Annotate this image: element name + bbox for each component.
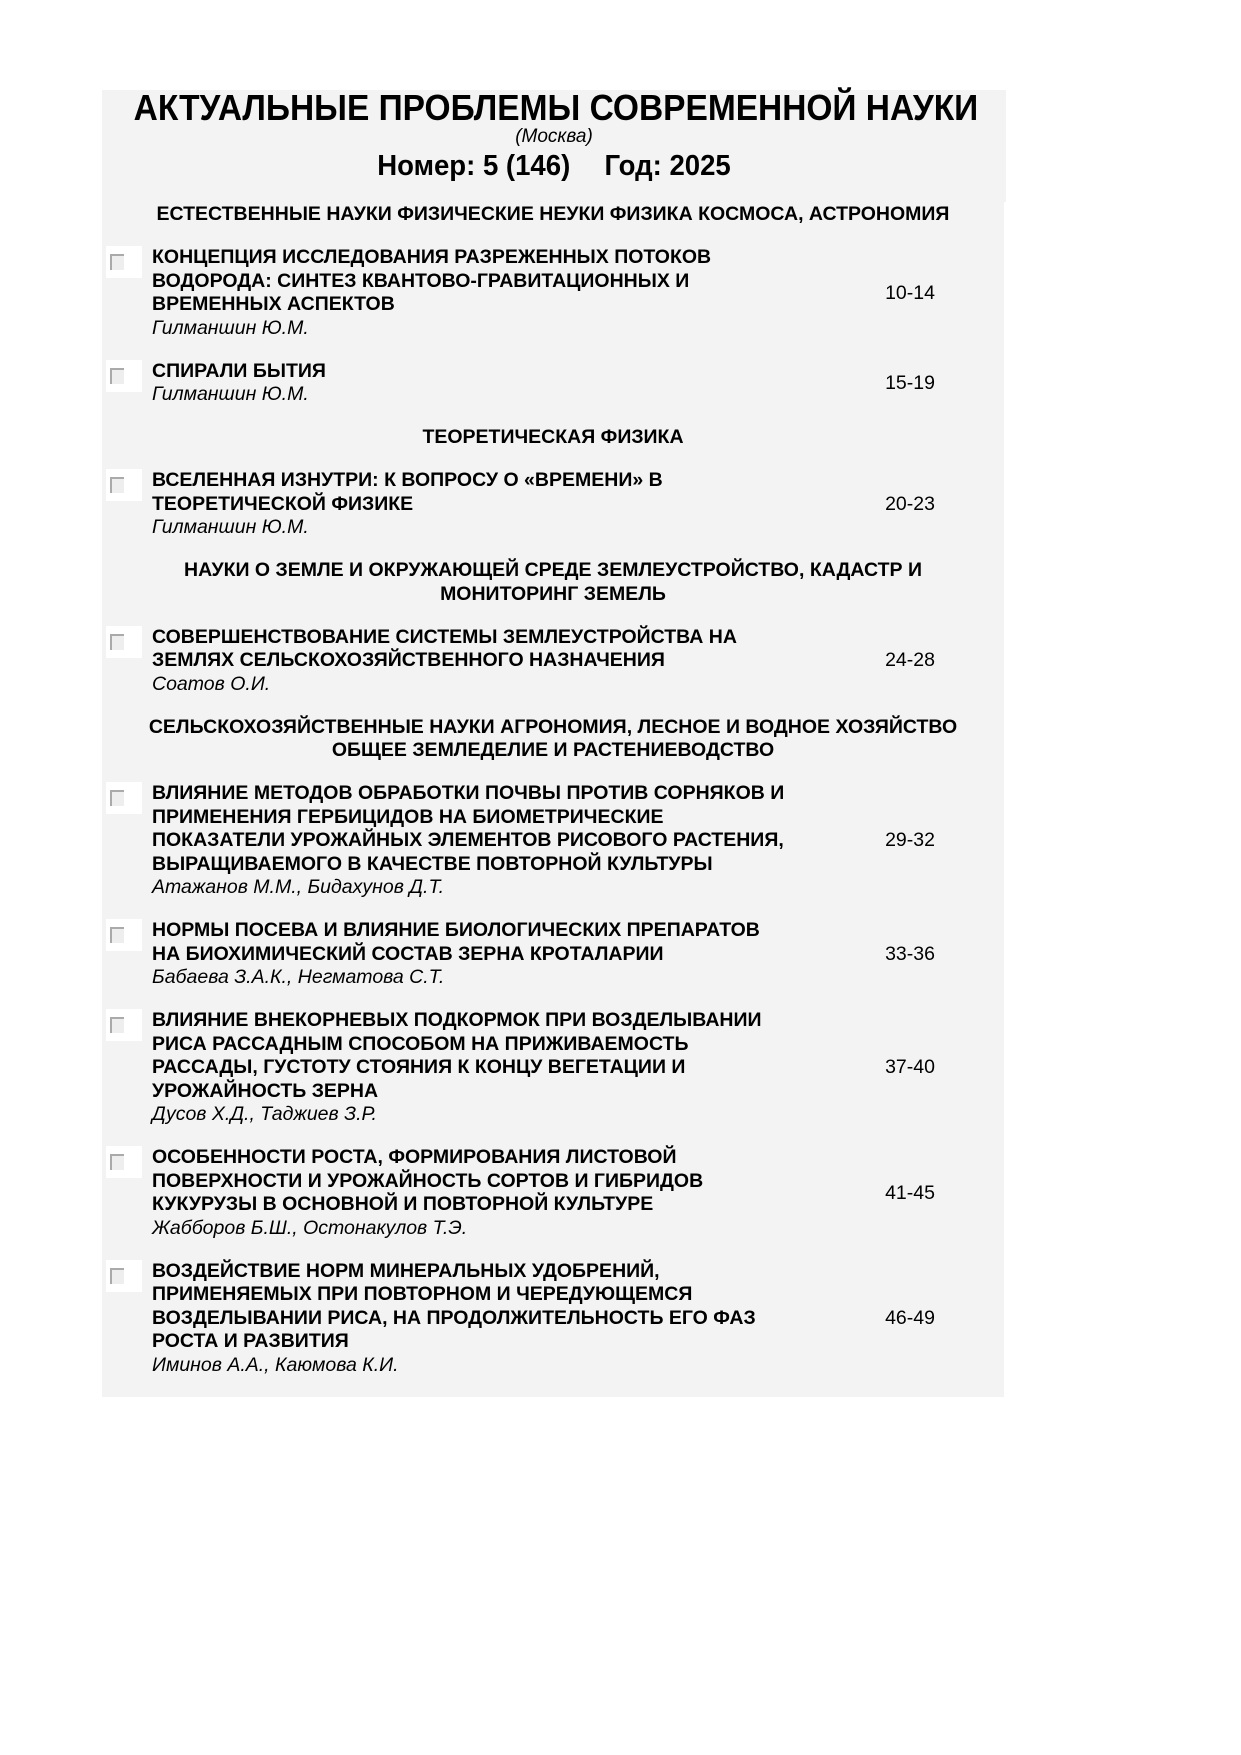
article-title-link[interactable]: ЗЕМЛЯХ СЕЛЬСКОХОЗЯЙСТВЕННОГО НАЗНАЧЕНИЯ — [152, 649, 665, 671]
article-pages: 37-40 — [885, 1056, 935, 1079]
article-authors: Жабборов Б.Ш., Остонакулов Т.Э. — [152, 1216, 468, 1239]
article-checkbox[interactable] — [106, 469, 142, 501]
article-title-link[interactable]: КОНЦЕПЦИЯ ИССЛЕДОВАНИЯ РАЗРЕЖЕННЫХ ПОТОКОВ — [152, 246, 712, 268]
article-body — [152, 626, 852, 697]
checkbox-icon — [110, 634, 124, 650]
article-pages: 24-28 — [885, 649, 935, 672]
checkbox-icon — [110, 254, 124, 270]
checkbox-icon — [110, 368, 124, 384]
article-entry — [102, 1146, 1004, 1240]
article-authors: Гилманшин Ю.М. — [152, 516, 309, 538]
issue-year: Год: 2025 — [604, 150, 731, 182]
article-body — [152, 1260, 852, 1378]
article-title-link[interactable]: ПРИМЕНЕНИЯ ГЕРБИЦИДОВ НА БИОМЕТРИЧЕСКИЕ — [152, 805, 664, 828]
article-checkbox[interactable] — [106, 1260, 142, 1292]
article-title-link[interactable]: ВРЕМЕННЫХ АСПЕКТОВ — [152, 293, 395, 315]
checkbox-icon — [110, 477, 124, 493]
article-title-link[interactable]: СОВЕРШЕНСТВОВАНИЕ СИСТЕМЫ ЗЕМЛЕУСТРОЙСТВА НА — [152, 625, 737, 648]
section-heading-line: НАУКИ О ЗЕМЛЕ И ОКРУЖАЮЩЕЙ СРЕДЕ ЗЕМЛЕУСТРОЙСТВО, КАДАСТР И — [184, 559, 922, 581]
article-authors: Дусов Х.Д., Таджиев З.Р. — [152, 1103, 377, 1125]
article-title-link[interactable]: НОРМЫ ПОСЕВА И ВЛИЯНИЕ БИОЛОГИЧЕСКИХ ПРЕПАРАТОВ — [152, 919, 760, 941]
article-body — [152, 1146, 852, 1240]
article-entry — [102, 919, 1004, 990]
article-authors: Соатов О.И. — [152, 672, 271, 695]
article-title-link[interactable]: ПОВЕРХНОСТИ И УРОЖАЙНОСТЬ СОРТОВ И ГИБРИДОВ — [152, 1169, 704, 1192]
article-title-link[interactable]: РИСА РАССАДНЫМ СПОСОБОМ НА ПРИЖИВАЕМОСТЬ — [152, 1032, 689, 1055]
article-checkbox[interactable] — [106, 626, 142, 658]
article-title-link[interactable]: ВОЗДЕЙСТВИЕ НОРМ МИНЕРАЛЬНЫХ УДОБРЕНИЙ, — [152, 1259, 660, 1282]
section-heading-line: ТЕОРЕТИЧЕСКАЯ ФИЗИКА — [422, 426, 684, 448]
article-pages: 33-36 — [885, 942, 935, 965]
section-heading — [102, 559, 1004, 606]
article-checkbox[interactable] — [106, 360, 142, 392]
section-heading-line: ЕСТЕСТВЕННЫЕ НАУКИ ФИЗИЧЕСКИЕ НЕУКИ ФИЗИКА КОСМОСА, АСТРОНОМИЯ — [156, 203, 950, 225]
article-body — [152, 360, 852, 407]
article-title-link[interactable]: ПОКАЗАТЕЛИ УРОЖАЙНЫХ ЭЛЕМЕНТОВ РИСОВОГО РАСТЕНИЯ, — [152, 829, 784, 851]
journal-header — [102, 87, 1006, 202]
section-heading — [102, 426, 1004, 450]
checkbox-icon — [110, 1017, 124, 1033]
article-pages: 15-19 — [885, 371, 935, 394]
journal-city: (Москва) — [515, 126, 593, 147]
checkbox-icon — [110, 1268, 124, 1284]
article-pages: 46-49 — [885, 1306, 935, 1329]
article-title-link[interactable]: ВСЕЛЕННАЯ ИЗНУТРИ: К ВОПРОСУ О «ВРЕМЕНИ» В — [152, 469, 663, 491]
issue-number: Номер: 5 (146) — [377, 150, 571, 182]
article-pages: 10-14 — [885, 281, 935, 304]
article-authors: Атажанов М.М., Бидахунов Д.Т. — [152, 876, 445, 898]
article-body — [152, 246, 852, 340]
issue-info — [125, 146, 984, 186]
article-entry — [102, 782, 1004, 900]
section-heading-line: ОБЩЕЕ ЗЕМЛЕДЕЛИЕ И РАСТЕНИЕВОДСТВО — [331, 739, 775, 761]
article-title-link[interactable]: ПРИМЕНЯЕМЫХ ПРИ ПОВТОРНОМ И ЧЕРЕДУЮЩЕМСЯ — [152, 1283, 693, 1305]
article-authors: Гилманшин Ю.М. — [152, 383, 309, 405]
section-heading-line: МОНИТОРИНГ ЗЕМЕЛЬ — [440, 582, 666, 605]
article-title-link[interactable]: СПИРАЛИ БЫТИЯ — [152, 359, 326, 382]
article-title-link[interactable]: ВЛИЯНИЕ МЕТОДОВ ОБРАБОТКИ ПОЧВЫ ПРОТИВ СОРНЯКОВ И — [152, 782, 785, 804]
article-checkbox[interactable] — [106, 1009, 142, 1041]
section-heading — [102, 203, 1004, 227]
article-title-link[interactable]: РОСТА И РАЗВИТИЯ — [152, 1330, 349, 1352]
article-body — [152, 782, 852, 900]
article-authors: Бабаева З.А.К., Негматова С.Т. — [152, 966, 445, 988]
article-title-link[interactable]: КУКУРУЗЫ В ОСНОВНОЙ И ПОВТОРНОЙ КУЛЬТУРЕ — [152, 1193, 654, 1215]
article-title-link[interactable]: ВОДОРОДА: СИНТЕЗ КВАНТОВО-ГРАВИТАЦИОННЫХ И — [152, 269, 690, 292]
article-body — [152, 919, 852, 990]
checkbox-icon — [110, 927, 124, 943]
article-checkbox[interactable] — [106, 1146, 142, 1178]
article-entry — [102, 1260, 1004, 1378]
article-authors: Иминов А.А., Каюмова К.И. — [152, 1353, 399, 1376]
article-entry — [102, 1009, 1004, 1127]
article-title-link[interactable]: ОСОБЕННОСТИ РОСТА, ФОРМИРОВАНИЯ ЛИСТОВОЙ — [152, 1146, 677, 1168]
article-title-link[interactable]: УРОЖАЙНОСТЬ ЗЕРНА — [152, 1079, 379, 1102]
checkbox-icon — [110, 790, 124, 806]
article-checkbox[interactable] — [106, 246, 142, 278]
article-entry — [102, 246, 1004, 340]
article-checkbox[interactable] — [106, 782, 142, 814]
article-entry — [102, 626, 1004, 697]
table-of-contents — [102, 203, 1004, 1397]
article-body — [152, 1009, 852, 1127]
article-authors: Гилманшин Ю.М. — [152, 316, 309, 339]
section-heading-line: СЕЛЬСКОХОЗЯЙСТВЕННЫЕ НАУКИ АГРОНОМИЯ, ЛЕСНОЕ И ВОДНОЕ ХОЗЯЙСТВО — [148, 715, 958, 738]
article-checkbox[interactable] — [106, 919, 142, 951]
article-title-link[interactable]: РАССАДЫ, ГУСТОТУ СТОЯНИЯ К КОНЦУ ВЕГЕТАЦИИ И — [152, 1056, 686, 1078]
article-pages: 29-32 — [885, 829, 935, 852]
article-title-link[interactable]: ВЛИЯНИЕ ВНЕКОРНЕВЫХ ПОДКОРМОК ПРИ ВОЗДЕЛЫВАНИИ — [152, 1009, 762, 1031]
article-entry — [102, 360, 1004, 407]
article-title-link[interactable]: ВОЗДЕЛЫВАНИИ РИСА, НА ПРОДОЛЖИТЕЛЬНОСТЬ ЕГО ФАЗ — [152, 1306, 756, 1329]
article-entry — [102, 469, 1004, 540]
article-title-link[interactable]: ТЕОРЕТИЧЕСКОЙ ФИЗИКЕ — [152, 492, 414, 515]
article-pages: 20-23 — [885, 492, 935, 515]
article-title-link[interactable]: НА БИОХИМИЧЕСКИЙ СОСТАВ ЗЕРНА КРОТАЛАРИИ — [152, 942, 664, 965]
article-pages: 41-45 — [885, 1181, 935, 1204]
article-body — [152, 469, 852, 540]
journal-title: АКТУАЛЬНЫЕ ПРОБЛЕМЫ СОВРЕМЕННОЙ НАУКИ — [133, 87, 979, 128]
checkbox-icon — [110, 1154, 124, 1170]
section-heading — [102, 716, 1004, 763]
article-title-link[interactable]: ВЫРАЩИВАЕМОГО В КАЧЕСТВЕ ПОВТОРНОЙ КУЛЬТУРЫ — [152, 852, 713, 875]
